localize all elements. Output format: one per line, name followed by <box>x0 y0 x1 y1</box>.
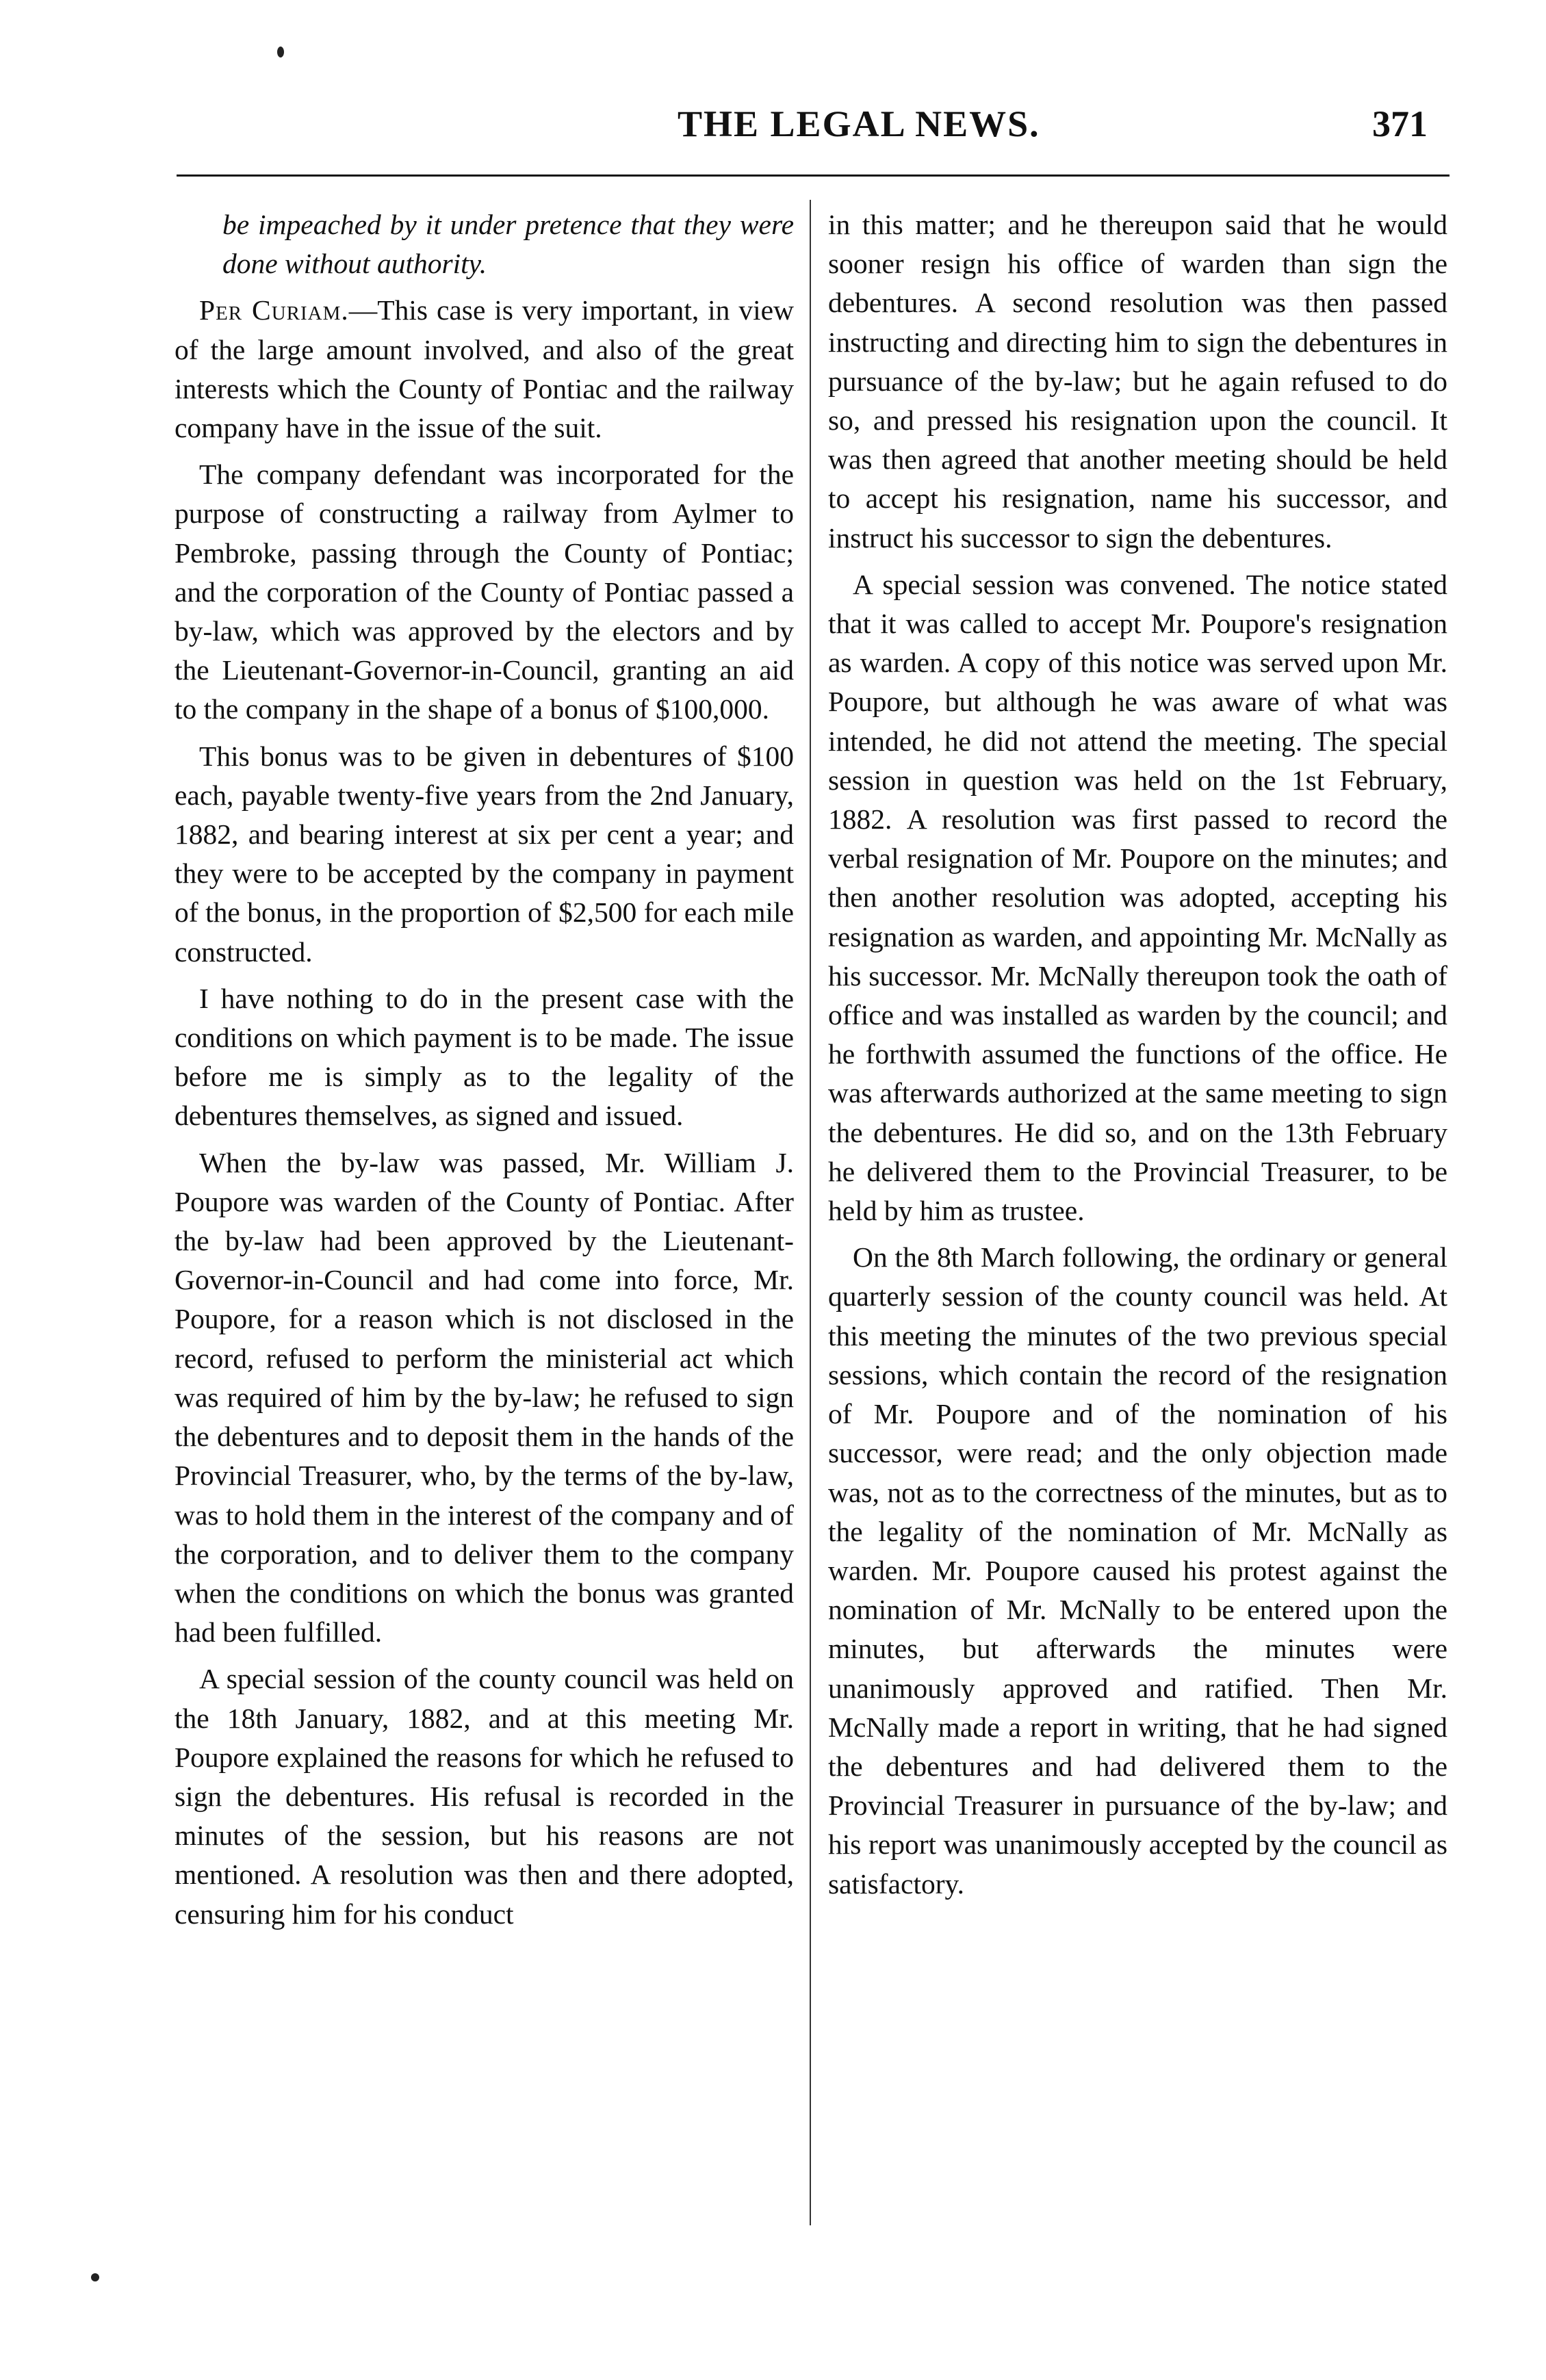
page-number: 371 <box>1372 103 1428 144</box>
per-curiam-lead: Per Curiam. <box>199 294 349 326</box>
paragraph-continuation: in this matter; and he thereupon said that he would sooner resign his office of warden than sign the debentures. A second resolution was then passed instructing and directing him to sign the debentures in pursuance of the by-law; but he again refused to do so, and pressed his resignation upon the council. It was then agreed that another meeting should be held to accept his resignation, name his successor, and instruct his successor to sign the debentures. <box>828 209 1447 554</box>
paragraph-text: —This case is very important, in view of the large amount involved, and also of the great interests which the County of Pontiac and the railway company have in the issue of the suit. <box>175 294 794 444</box>
running-head <box>0 103 1546 151</box>
paragraph: A special session of the county council was held on the 18th January, 1882, and at this meeting Mr. Poupore explained the reasons for which he refused to sign the debentures. His refusal is recorded in the minutes of the session, but his reasons are not mentioned. A resolution was then and there adopted, censuring him for his conduct <box>175 1663 794 1930</box>
header-rule <box>177 174 1450 177</box>
paragraph: When the by-law was passed, Mr. William J. Poupore was warden of the County of Pontiac. After the by-law had been approved by the Lieutenant-Governor-in-Council and had come into force, Mr. Poupore, for a reason which is not disclosed in the record, refused to perform the ministerial act which was required of him by the by-law; he refused to sign the debentures and to deposit them in the hands of the Provincial Treasurer, who, by the terms of the by-law, was to hold them in the interest of the company and of the corporation, and to deliver them to the company when the conditions on which the bonus was granted had been fulfilled. <box>175 1146 794 1648</box>
paragraph: On the 8th March following, the ordinary or general quarterly session of the county council was held. At this meeting the minutes of the two previous special sessions, which contain the record of the resignation of Mr. Poupore and of the nomination of his successor, were read; and the only objection made was, not as to the correctness of the minutes, but as to the legality of the nomination of Mr. McNally as warden. Mr. Poupore caused his protest against the nomination of Mr. McNally to be entered upon the minutes, but afterwards the minutes were unanimously approved and ratified. Then Mr. McNally made a report in writing, that he had signed the debentures and had delivered them to the Provincial Treasurer in pursuance of the by-law; and his report was unanimously accepted by the council as satisfactory. <box>828 1241 1447 1900</box>
paragraph: This bonus was to be given in debentures of $100 each, payable twenty-five years from the 2nd January, 1882, and bearing interest at six per cent a year; and they were to be accepted by the company in payment of the bonus, in the proportion of $2,500 for each mile constructed. <box>175 740 794 968</box>
journal-title: THE LEGAL NEWS. <box>678 103 1040 144</box>
column-divider <box>810 200 811 2225</box>
left-column <box>175 205 794 1941</box>
print-speck <box>91 2273 99 2281</box>
print-speck <box>277 47 284 57</box>
paragraph: A special session was convened. The notice stated that it was called to accept Mr. Poupore's resignation as warden. A copy of this notice was served upon Mr. Poupore, but although he was aware of what was intended, he did not attend the meeting. The special session in question was held on the 1st February, 1882. A resolution was first passed to record the verbal resignation of Mr. Poupore on the minutes; and then another resolution was adopted, accepting his resignation as warden, and appointing Mr. McNally as his successor. Mr. McNally thereupon took the oath of office and was installed as warden by the council; and he forthwith assumed the functions of the office. He was afterwards authorized at the same meeting to sign the debentures. He did so, and on the 13th February he delivered them to the Provincial Treasurer, to be held by him as trustee. <box>828 568 1447 1227</box>
right-column <box>828 205 1447 1911</box>
paragraph-continuation: be impeached by it under pretence that they were done without authority. <box>222 209 794 280</box>
paragraph <box>175 291 794 448</box>
paragraph: The company defendant was incorporated for the purpose of constructing a railway from Aylmer to Pembroke, passing through the County of Pontiac; and the corporation of the County of Pontiac passed a by-law, which was approved by the electors and by the Lieutenant-Governor-in-Council, granting an aid to the company in the shape of a bonus of $100,000. <box>175 458 794 725</box>
paragraph: I have nothing to do in the present case with the conditions on which payment is to be made. The issue before me is simply as to the legality of the debentures themselves, as signed and issued. <box>175 982 794 1132</box>
